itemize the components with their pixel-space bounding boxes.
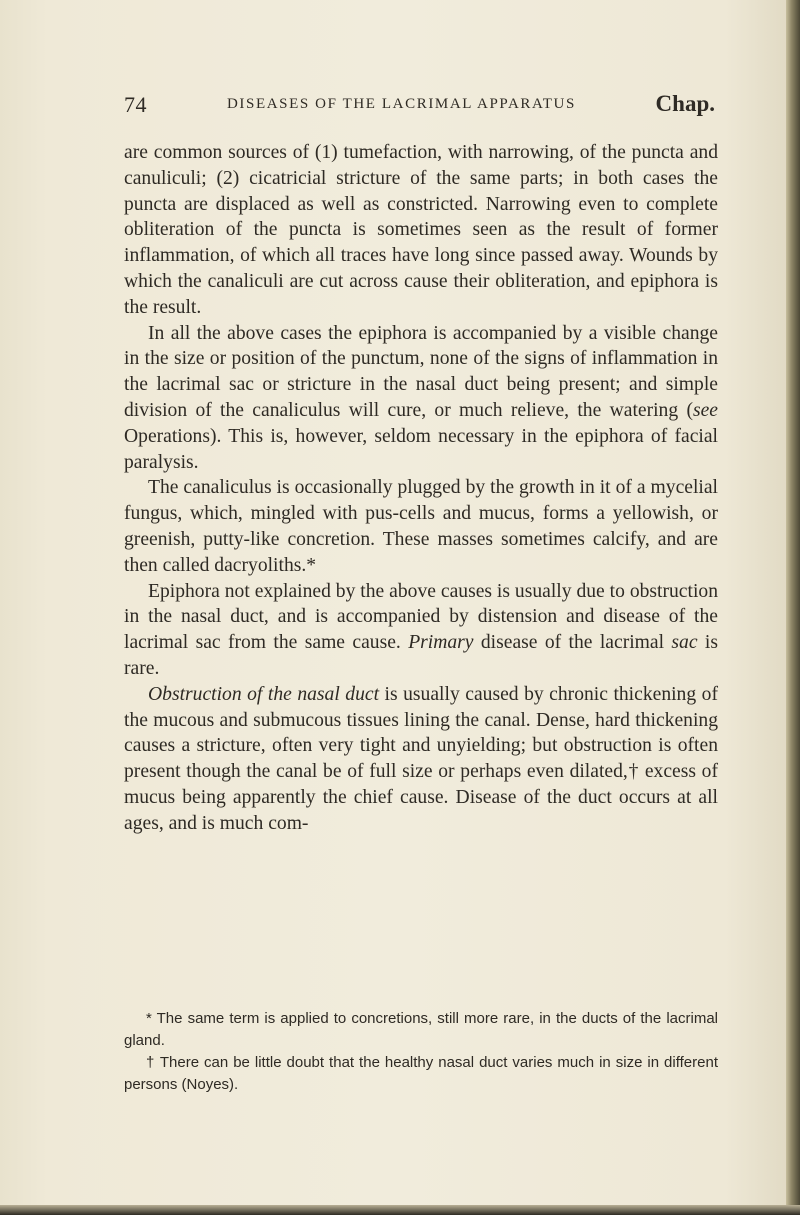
body-text [124,140,718,837]
page-edge-shadow [786,0,800,1215]
paragraph [124,475,718,578]
footnote: * The same term is applied to concretions, still more rare, in the ducts of the lacrimal gland. [124,1010,718,1049]
footnotes [124,1008,718,1096]
paragraph-text: In all the above cases the epiphora is accompanied by a visible change in the size or position of the punctum, none of the signs of inflammation in the lacrimal sac or stricture in the nasal duct being present; and simple division of the canaliculus will cure, or much relieve, the watering ( [124,322,718,421]
paragraph-text: is rare. [124,632,718,679]
page-number: 74 [124,92,147,117]
italic-text: Obstruction of the nasal duct [148,683,380,705]
page-header [124,92,720,126]
paragraph [124,682,718,837]
paragraph-text: are common sources of (1) tumefaction, with narrowing, of the puncta and canuliculi; (2) cicatricial stricture of the same parts; in both cases the puncta are displaced as well as constricted. Narrowing even to complete obliteration of the puncta is sometimes seen as the result of former inflammation, of which all traces have long since passed away. Wounds by which the canaliculi are cut across cause their obliteration, and epiphora is the result. [124,142,718,318]
running-title: DISEASES OF THE LACRIMAL APPARATUS [227,96,576,112]
chapter-label: Chap. [655,91,715,116]
paragraph-text: The canaliculus is occasionally plugged by the growth in it of a mycelial fungus, which, mingled with pus-cells and mucus, forms a yellowish, or greenish, putty-like concretion. These masses sometimes calcify, and are then called dacryoliths.* [124,477,718,576]
footnote: † There can be little doubt that the healthy nasal duct varies much in size in different persons (Noyes). [124,1054,718,1093]
paragraph-text: is usually caused by chronic thickening of the mucous and submucous tissues lining the canal. Dense, hard thickening causes a stricture, often very tight and unyielding; but obstruction is often present though the canal be of full size or perhaps even dilated,† excess of mucus being apparently the chief cause. Disease of the duct occurs at all ages, and is much com- [124,683,718,834]
paragraph [124,321,718,476]
paragraph-text: Operations). This is, however, seldom necessary in the epiphora of facial paralysis. [124,425,718,473]
paragraph [124,140,718,321]
paragraph-text: Epiphora not explained by the above causes is usually due to obstruction in the nasal duct, and is accompanied by distension and disease of the lacrimal sac from the same cause. [124,580,718,654]
paragraph-text: disease of the lacrimal [473,632,672,654]
page-bottom-edge [0,1205,800,1215]
paragraph [124,579,718,682]
italic-text: see [692,399,718,421]
italic-text: sac [671,632,698,654]
italic-text: Primary [408,632,474,654]
